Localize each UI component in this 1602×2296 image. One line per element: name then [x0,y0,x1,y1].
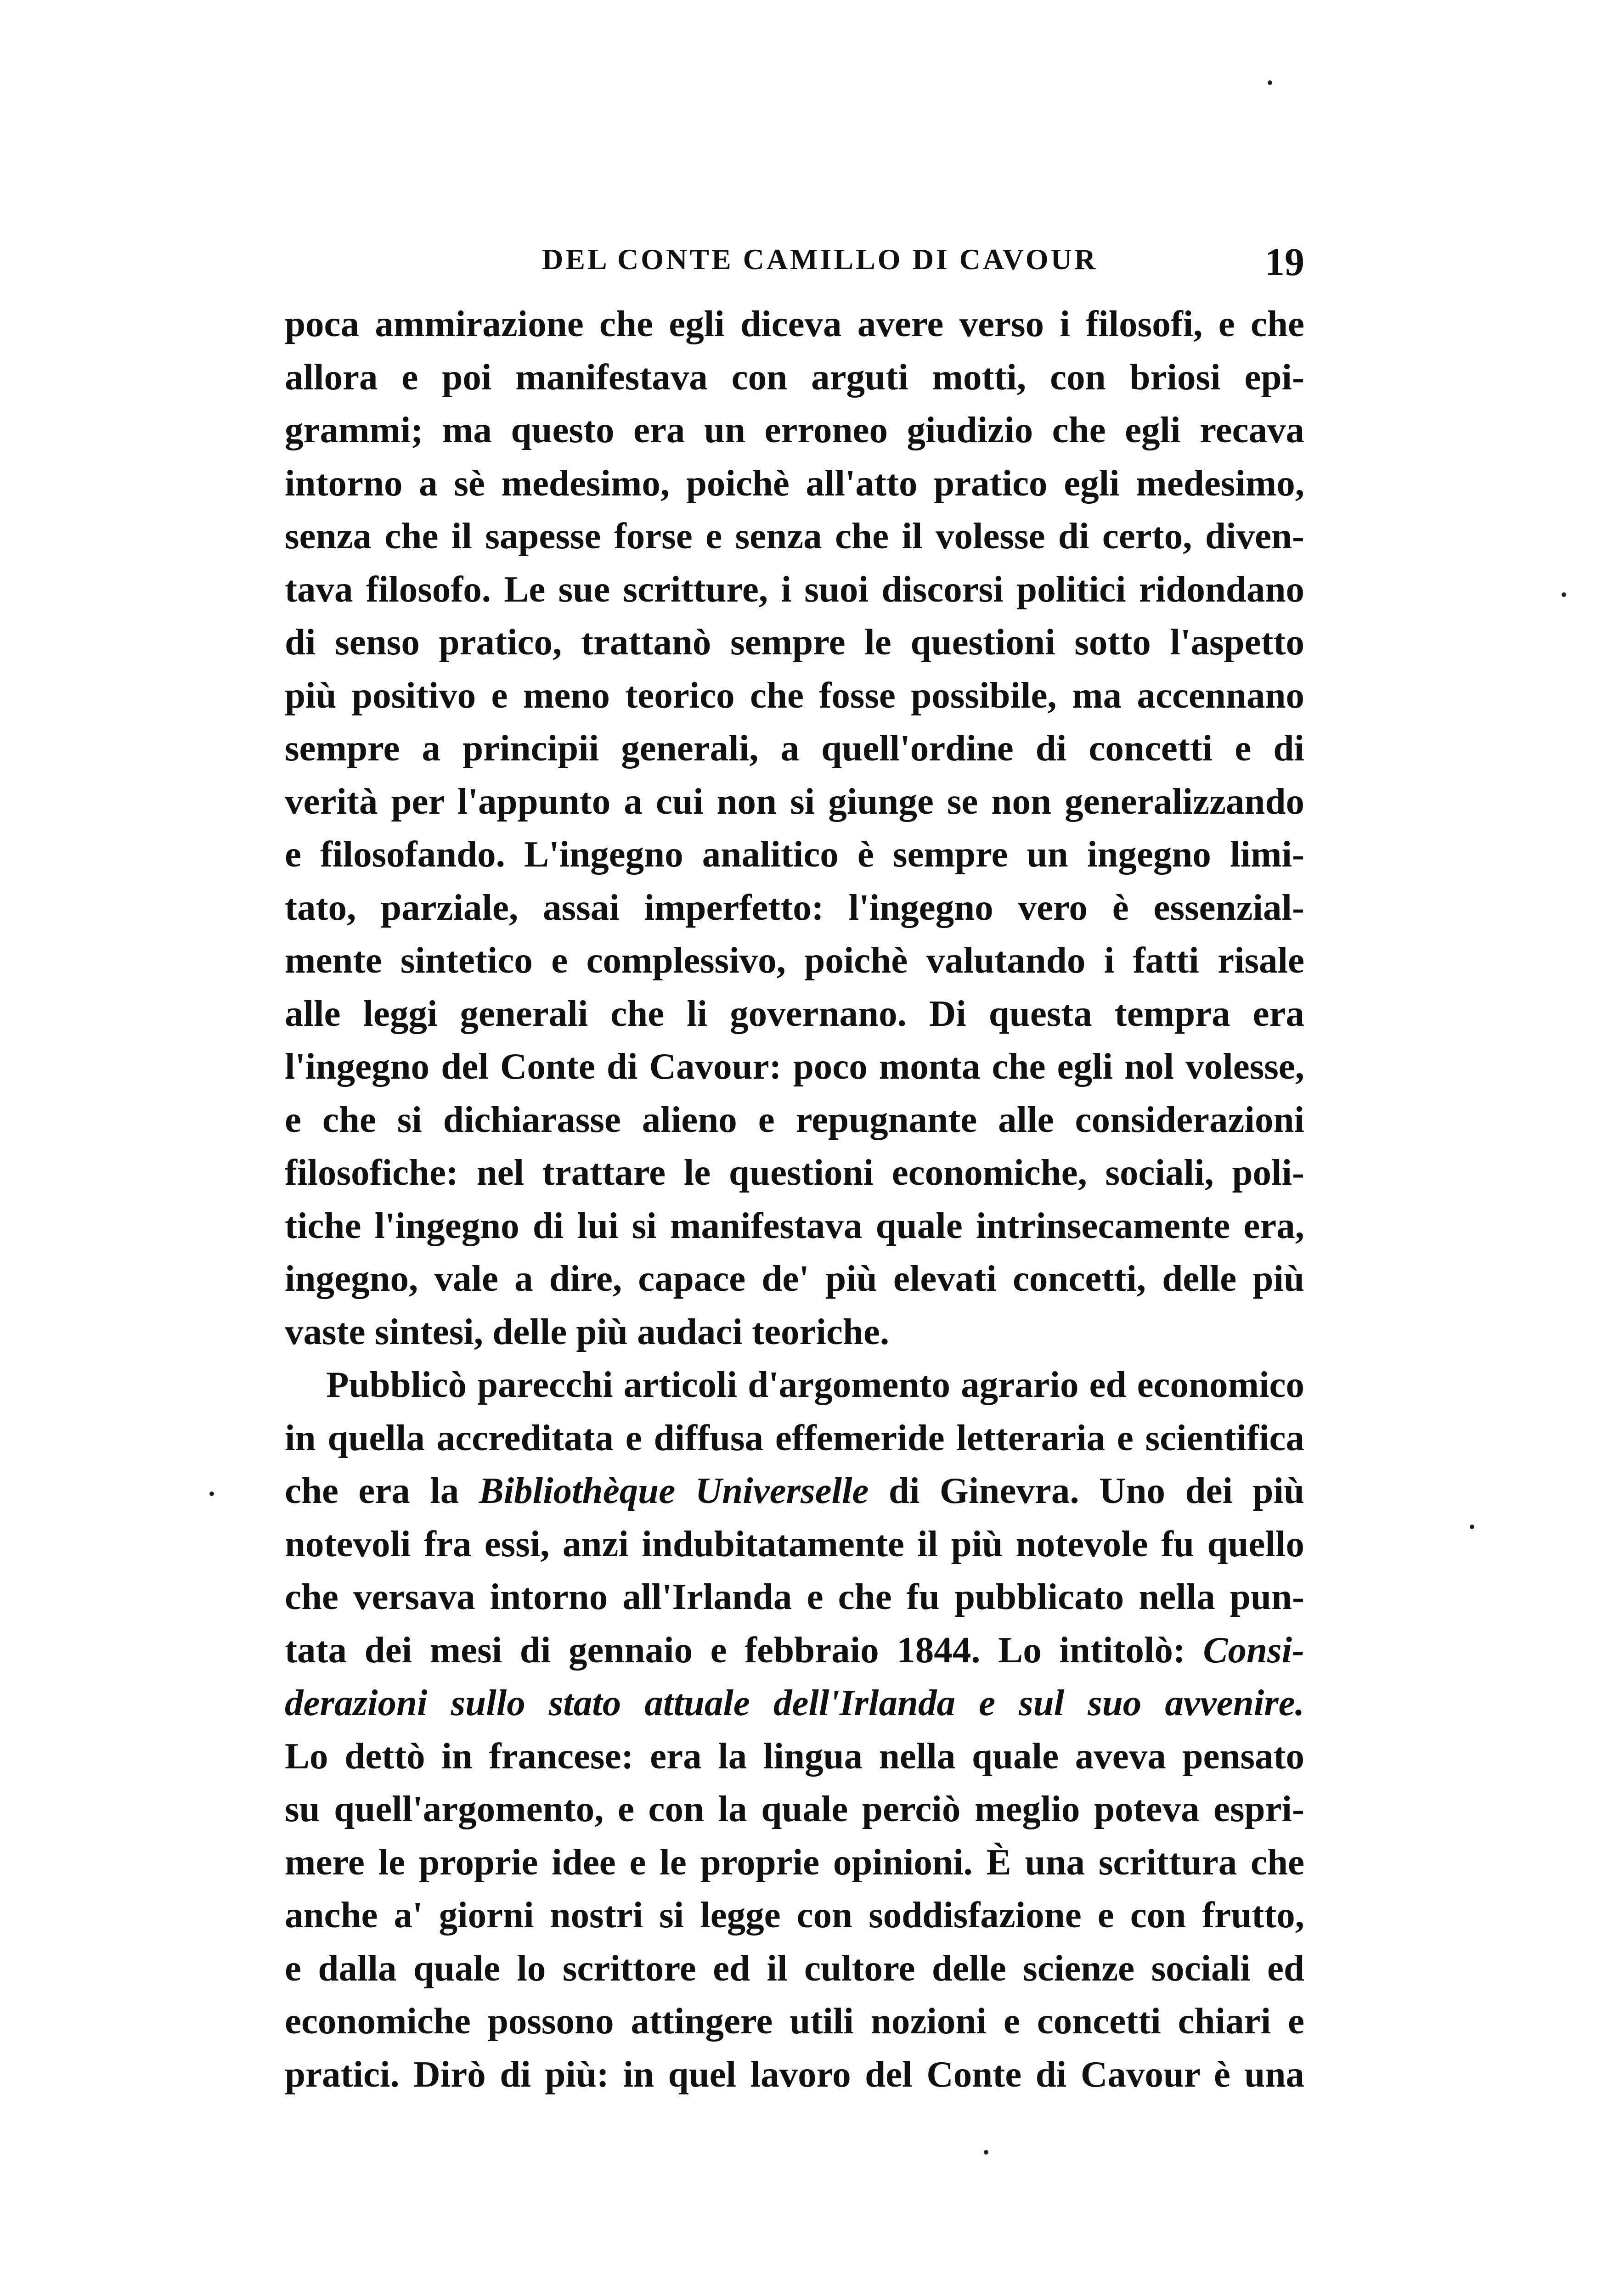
text-line: Pubblicò parecchi articoli d'argomento agrario ed economico [326,1364,1304,1405]
text-segment: che era la [285,1470,479,1511]
text-line: su quell'argomento, e con la quale perciò meglio poteva espri- [285,1788,1304,1829]
print-speck [1470,1525,1474,1529]
paragraph-1 [285,298,1304,1358]
text-line: alle leggi generali che li governano. Di questa tempra era [285,992,1304,1034]
page-body [285,298,1304,2101]
print-speck [1562,592,1566,597]
text-line: poca ammirazione che egli diceva avere verso i filosofi, e che [285,303,1304,344]
page-number: 19 [1265,240,1304,284]
text-line: più positivo e meno teorico che fosse possibile, ma accennano [285,674,1304,716]
text-line: notevoli fra essi, anzi indubitatamente il più notevole fu quello [285,1523,1304,1564]
text-line: mere le proprie idee e le proprie opinioni. È una scrittura che [285,1841,1304,1883]
text-line: anche a' giorni nostri si legge con soddisfazione e con frutto, [285,1894,1304,1936]
text-line: allora e poi manifestava con arguti motti, con briosi epi- [285,356,1304,398]
text-line: mente sintetico e complessivo, poichè valutando i fatti risale [285,940,1304,981]
text-line: e che si dichiarasse alieno e repugnante alle considerazioni [285,1098,1304,1140]
text-line [285,1464,1304,1518]
page-header [285,239,1304,294]
text-line: di senso pratico, trattanò sempre le questioni sotto l'aspetto [285,621,1304,663]
paragraph-2 [285,1358,1304,2101]
text-line: l'ingegno del Conte di Cavour: poco monta che egli nol volesse, [285,1046,1304,1087]
text-line [285,1624,1304,1677]
text-line: intorno a sè medesimo, poichè all'atto pratico egli medesimo, [285,462,1304,504]
print-speck [1268,80,1272,85]
italic-title: derazioni sullo stato attuale dell'Irlanda e sul suo avvenire. [285,1682,1304,1723]
text-line: e filosofando. L'ingegno analitico è sempre un ingegno limi- [285,833,1304,875]
print-speck [209,1491,214,1496]
running-title: DEL CONTE CAMILLO DI CAVOUR [542,243,1098,276]
text-line [285,1677,1304,1730]
text-line: vaste sintesi, delle più audaci teoriche. [285,1311,890,1352]
text-line: economiche possono attingere utili nozioni e concetti chiari e [285,2000,1304,2042]
text-line: e dalla quale lo scrittore ed il cultore delle scienze sociali ed [285,1947,1304,1989]
text-line: che versava intorno all'Irlanda e che fu pubblicato nella pun- [285,1576,1304,1617]
text-line: senza che il sapesse forse e senza che il volesse di certo, diven- [285,515,1304,557]
text-line: verità per l'appunto a cui non si giunge se non generalizzando [285,780,1304,822]
text-line: filosofiche: nel trattare le questioni economiche, sociali, poli- [285,1152,1304,1193]
text-line: pratici. Dirò di più: in quel lavoro del Conte di Cavour è una [285,2053,1304,2095]
print-speck [984,2150,988,2155]
text-line: ingegno, vale a dire, capace de' più elevati concetti, delle più [285,1258,1304,1299]
italic-title: Consi- [1203,1629,1304,1671]
text-segment: tata dei mesi di gennaio e febbraio 1844. Lo intitolò: [285,1629,1203,1671]
text-line: tiche l'ingegno di lui si manifestava quale intrinsecamente era, [285,1204,1304,1246]
text-line: tato, parziale, assai imperfetto: l'ingegno vero è essenzial- [285,886,1304,928]
text-line: sempre a principii generali, a quell'ordine di concetti e di [285,727,1304,769]
text-line: grammi; ma questo era un erroneo giudizio che egli recava [285,409,1304,450]
text-line: in quella accreditata e diffusa effemeride letteraria e scientifica [285,1417,1304,1458]
text-segment: di Ginevra. Uno dei più [869,1470,1305,1511]
text-line: tava filosofo. Le sue scritture, i suoi discorsi politici ridondano [285,568,1304,610]
italic-title: Bibliothèque Universelle [479,1470,869,1511]
text-line: Lo dettò in francese: era la lingua nella quale aveva pensato [285,1735,1304,1777]
